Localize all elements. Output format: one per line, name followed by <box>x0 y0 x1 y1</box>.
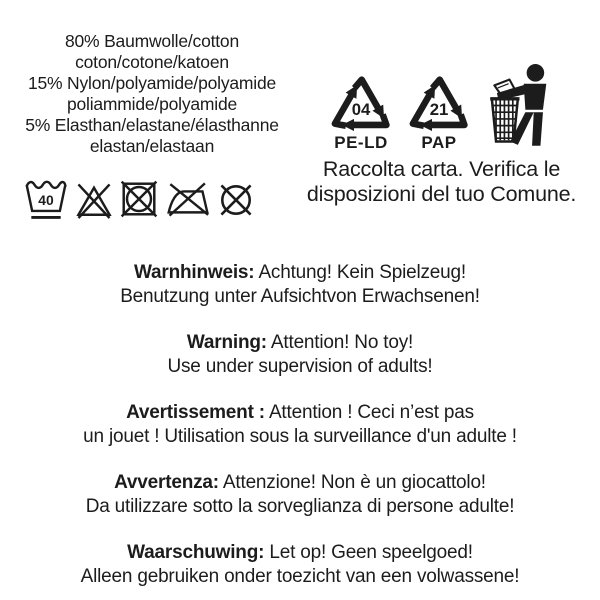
tidy-man-icon <box>486 63 553 148</box>
recycling-triangle-21-icon <box>408 71 470 133</box>
composition-line: 15% Nylon/polyamide/polyamide <box>27 73 277 93</box>
resin-code-pe-ld <box>330 71 392 152</box>
warning-text: Benutzung unter Aufsichtvon Erwachsenen! <box>120 286 480 307</box>
do-not-tumble-dry-icon <box>120 180 158 218</box>
warning-italian <box>0 471 600 519</box>
warning-text: Let op! Geen speelgoed! <box>264 542 473 563</box>
composition-line: coton/cotone/katoen <box>75 52 229 72</box>
warning-french <box>0 401 600 449</box>
composition-line: 80% Baumwolle/cotton <box>64 31 240 51</box>
resin-code-label: PE-LD <box>334 133 388 152</box>
composition-line: poliammide/polyamide <box>66 94 238 114</box>
care-symbols-row <box>24 178 254 226</box>
warning-text: un jouet ! Utilisation sous la surveillance d'un adulte ! <box>83 426 517 447</box>
svg-text:21: 21 <box>429 100 449 120</box>
do-not-dry-clean-icon <box>218 182 254 218</box>
composition-block <box>2 31 302 157</box>
warning-lead: Warnhinweis: <box>134 262 255 283</box>
resin-code-label: PAP <box>421 133 457 152</box>
svg-text:40: 40 <box>38 192 54 209</box>
warning-lead: Avvertenza: <box>114 472 219 493</box>
warning-text: Alleen gebruiken onder toezicht van een volwassene! <box>80 566 520 587</box>
warning-english <box>0 331 600 379</box>
resin-code-pap <box>408 71 470 152</box>
disposal-note-line: disposizioni del tuo Comune. <box>306 182 577 206</box>
warning-german <box>0 261 600 309</box>
recycling-triangle-04-icon <box>330 71 392 133</box>
warning-text: Achtung! Kein Spielzeug! <box>254 262 466 283</box>
warning-lead: Avertissement : <box>126 402 265 423</box>
warning-text: Attenzione! Non è un giocattolo! <box>218 472 486 493</box>
warning-dutch <box>0 541 600 589</box>
svg-text:04: 04 <box>351 100 371 120</box>
composition-line: elastan/elastaan <box>89 136 215 156</box>
composition-line: 5% Elasthan/elastane/élasthanne <box>25 115 279 135</box>
do-not-bleach-icon <box>76 181 112 219</box>
warning-text: Da utilizzare sotto la sorveglianza di persone adulte! <box>85 496 515 517</box>
wash-40-icon <box>24 178 68 226</box>
disposal-note-line: Raccolta carta. Verifica le <box>322 157 561 181</box>
warning-lead: Waarschuwing: <box>127 542 265 563</box>
do-not-iron-icon <box>166 181 210 218</box>
warnings-section <box>0 261 600 600</box>
warning-text: Attention! No toy! <box>266 332 414 353</box>
warning-text: Attention ! Ceci n’est pas <box>264 402 474 423</box>
warning-text: Use under supervision of adults! <box>167 356 433 377</box>
recycling-icons-row <box>283 63 600 155</box>
disposal-note <box>283 157 600 207</box>
recycling-section <box>283 63 600 207</box>
warning-lead: Warning: <box>186 332 267 353</box>
